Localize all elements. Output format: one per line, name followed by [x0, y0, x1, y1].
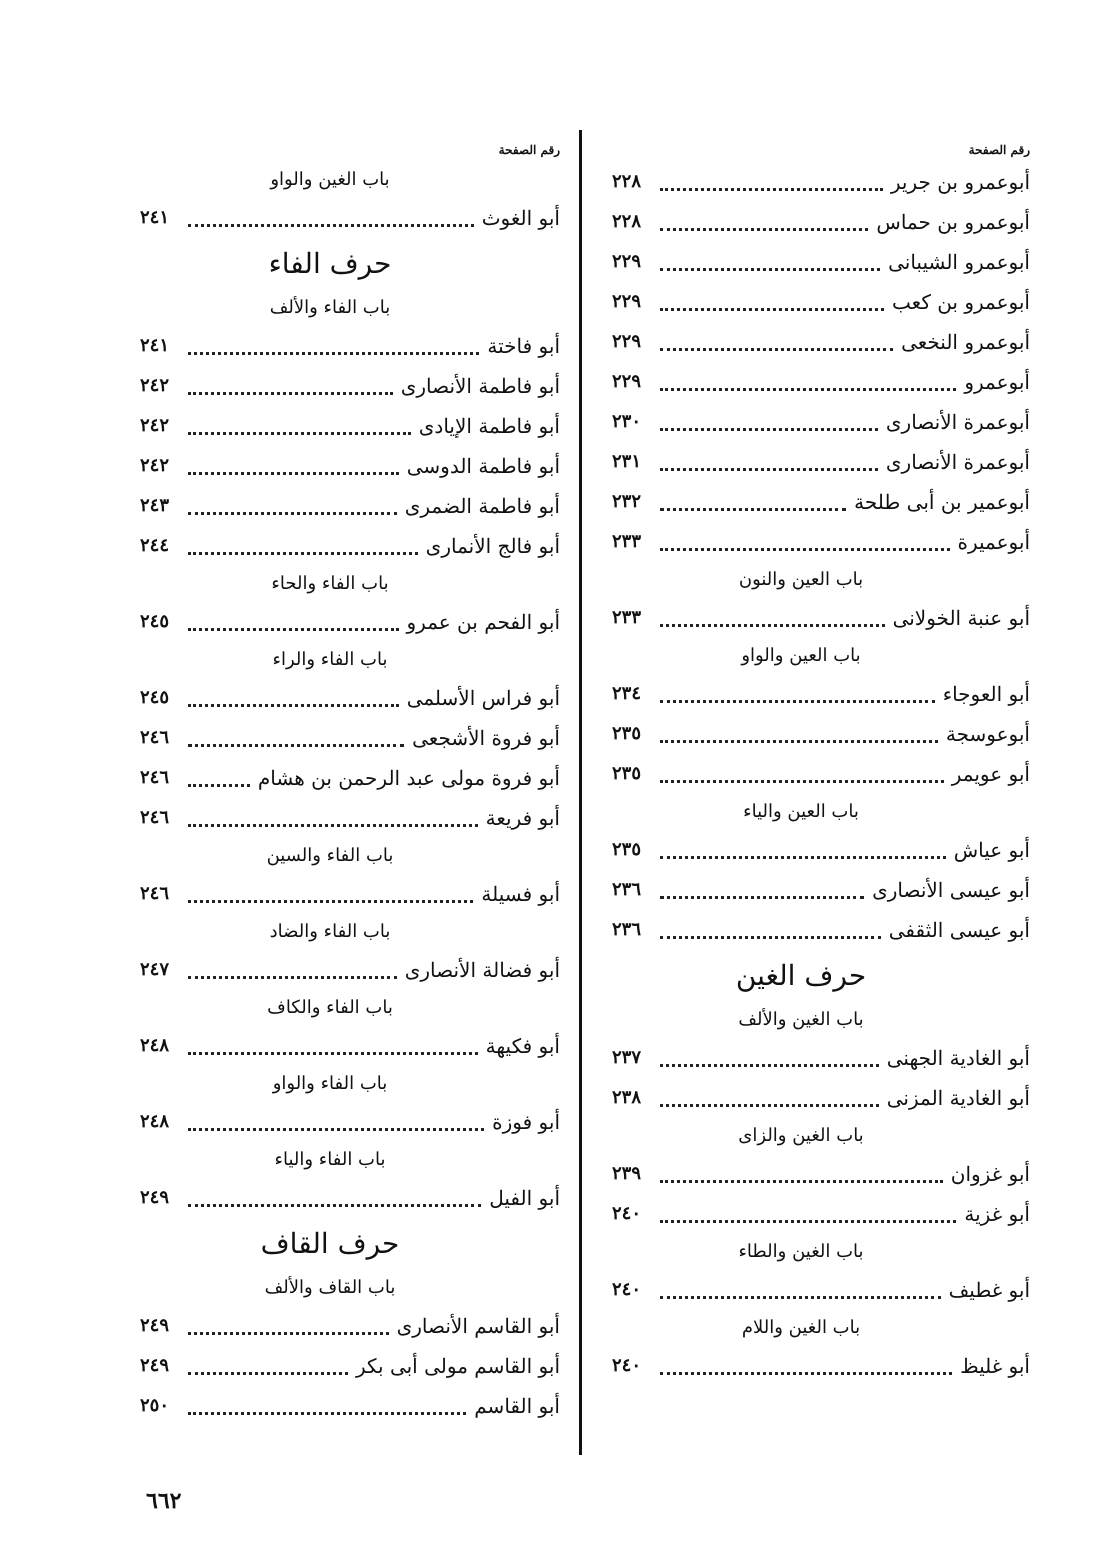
leader-dots	[660, 266, 880, 271]
entry-page-number: ٢٤٢	[140, 375, 170, 396]
leader-dots	[660, 934, 881, 939]
index-entry	[612, 1346, 1030, 1386]
section-heading: باب الفاء والواو	[272, 1073, 388, 1094]
leader-dots	[660, 1178, 943, 1183]
leader-dots	[188, 974, 397, 979]
entry-name: أبوعميرة	[957, 530, 1030, 554]
leader-dots	[660, 854, 946, 859]
entry-name: أبو فاطمة الأنصارى	[400, 374, 560, 398]
page-number: ٦٦٢	[146, 1488, 182, 1514]
leader-dots	[188, 1330, 389, 1335]
index-entry	[140, 1306, 560, 1346]
entry-name: أبو فضالة الأنصارى	[404, 958, 560, 982]
entry-page-number: ٢٤٦	[140, 767, 170, 788]
entry-name: أبو الغوث	[481, 206, 560, 230]
column-divider	[579, 130, 582, 1455]
entry-page-number: ٢٣٨	[612, 1087, 642, 1108]
entry-page-number: ٢٤٦	[140, 807, 170, 828]
entry-name: أبوعمرو النخعى	[901, 330, 1030, 354]
entry-name: أبو القاسم الأنصارى	[396, 1314, 560, 1338]
leader-dots	[660, 506, 846, 511]
index-entry	[140, 758, 560, 798]
entry-page-number: ٢٤٣	[140, 495, 170, 516]
index-entry	[140, 1178, 560, 1218]
index-entry	[612, 1194, 1030, 1234]
leader-dots	[660, 466, 878, 471]
index-list	[140, 162, 560, 1426]
entry-name: أبو فوزة	[492, 1110, 560, 1134]
entry-name: أبو القاسم	[474, 1394, 560, 1418]
index-entry	[612, 162, 1030, 202]
entry-name: أبو فاطمة الدوسى	[406, 454, 560, 478]
entry-page-number: ٢٤١	[140, 335, 170, 356]
column-header: رقم الصفحة	[968, 143, 1030, 157]
leader-dots	[188, 510, 397, 515]
entry-name: أبو غطيف	[948, 1278, 1030, 1302]
letter-heading: حرف الفاء	[268, 247, 392, 280]
index-entry	[612, 910, 1030, 950]
section-heading: باب الفاء والكاف	[267, 997, 393, 1018]
index-entry	[140, 798, 560, 838]
index-entry	[612, 598, 1030, 638]
entry-page-number: ٢٣٢	[612, 491, 642, 512]
leader-dots	[660, 622, 885, 627]
section-heading: باب الغين واللام	[741, 1317, 861, 1338]
entry-page-number: ٢٣٣	[612, 531, 642, 552]
index-entry	[612, 362, 1030, 402]
entry-name: أبوعمرو بن جرير	[890, 170, 1030, 194]
entry-page-number: ٢٤١	[140, 207, 170, 228]
section-heading: باب العين والياء	[743, 801, 859, 822]
left-column	[140, 138, 560, 1426]
entry-name: أبوعمرة الأنصارى	[885, 410, 1030, 434]
index-entry	[140, 874, 560, 914]
section-heading: باب الفاء والضاد	[269, 921, 391, 942]
entry-name: أبو غزية	[964, 1202, 1030, 1226]
entry-name: أبو فكيهة	[485, 1034, 560, 1058]
entry-page-number: ٢٤٧	[140, 959, 170, 980]
index-entry	[140, 1386, 560, 1426]
entry-page-number: ٢٣٣	[612, 607, 642, 628]
leader-dots	[188, 898, 473, 903]
entry-page-number: ٢٢٩	[612, 371, 642, 392]
leader-dots	[660, 1370, 952, 1375]
entry-page-number: ٢٣٧	[612, 1047, 642, 1068]
entry-page-number: ٢٤٦	[140, 883, 170, 904]
section-heading: باب الفاء والراء	[272, 649, 388, 670]
entry-page-number: ٢٤٨	[140, 1035, 170, 1056]
index-entry	[140, 406, 560, 446]
entry-page-number: ٢٣٩	[612, 1163, 642, 1184]
section-heading: باب الغين والألف	[738, 1009, 864, 1030]
entry-page-number: ٢٣٦	[612, 919, 642, 940]
index-entry	[140, 718, 560, 758]
entry-page-number: ٢٤٥	[140, 611, 170, 632]
leader-dots	[660, 1218, 956, 1223]
index-entry	[612, 282, 1030, 322]
entry-name: أبو عياش	[953, 838, 1030, 862]
entry-page-number: ٢٤٢	[140, 455, 170, 476]
leader-dots	[188, 550, 418, 555]
index-entry	[612, 482, 1030, 522]
entry-page-number: ٢٣٥	[612, 723, 642, 744]
leader-dots	[188, 742, 404, 747]
index-entry	[612, 1154, 1030, 1194]
entry-page-number: ٢٤٨	[140, 1111, 170, 1132]
index-list	[612, 162, 1030, 1386]
entry-name: أبوعمرو بن كعب	[892, 290, 1030, 314]
entry-name: أبو الفحم بن عمرو	[406, 610, 560, 634]
leader-dots	[660, 346, 893, 351]
leader-dots	[660, 426, 878, 431]
entry-page-number: ٢٣٠	[612, 411, 642, 432]
leader-dots	[660, 778, 944, 783]
index-entry	[140, 1346, 560, 1386]
letter-heading: حرف الغين	[735, 959, 867, 992]
entry-name: أبو عويمر	[951, 762, 1030, 786]
entry-page-number: ٢٢٨	[612, 171, 642, 192]
index-entry	[140, 678, 560, 718]
section-heading: باب الفاء والياء	[274, 1149, 386, 1170]
section-heading: باب الفاء والحاء	[271, 573, 389, 594]
index-entry	[612, 714, 1030, 754]
index-entry	[612, 1078, 1030, 1118]
entry-page-number: ٢٢٩	[612, 331, 642, 352]
entry-name: أبو القاسم مولى أبى بكر	[355, 1354, 560, 1378]
entry-page-number: ٢٣٤	[612, 683, 642, 704]
entry-name: أبوعمرو بن حماس	[876, 210, 1030, 234]
leader-dots	[660, 738, 938, 743]
entry-page-number: ٢٤٠	[612, 1355, 642, 1376]
leader-dots	[660, 546, 950, 551]
index-entry	[612, 242, 1030, 282]
entry-name: أبوعمير بن أبى طلحة	[854, 490, 1030, 514]
index-entry	[612, 1270, 1030, 1310]
section-heading: باب الفاء والألف	[269, 297, 391, 318]
entry-name: أبو فراس الأسلمى	[406, 686, 560, 710]
entry-page-number: ٢٤٤	[140, 535, 170, 556]
entry-page-number: ٢٣٥	[612, 839, 642, 860]
leader-dots	[188, 1202, 481, 1207]
index-entry	[612, 442, 1030, 482]
index-entry	[612, 870, 1030, 910]
entry-name: أبو فسيلة	[481, 882, 560, 906]
right-column	[612, 138, 1030, 1386]
index-entry	[140, 1026, 560, 1066]
entry-page-number: ٢٥٠	[140, 1395, 170, 1416]
entry-page-number: ٢٤٢	[140, 415, 170, 436]
leader-dots	[660, 186, 883, 191]
entry-page-number: ٢٤٠	[612, 1279, 642, 1300]
entry-page-number: ٢٢٩	[612, 251, 642, 272]
leader-dots	[660, 306, 884, 311]
section-heading: باب الفاء والسين	[266, 845, 394, 866]
entry-name: أبوعمرو الشيبانى	[888, 250, 1030, 274]
entry-name: أبو فالج الأنمارى	[425, 534, 560, 558]
entry-page-number: ٢٣٥	[612, 763, 642, 784]
leader-dots	[188, 430, 411, 435]
leader-dots	[188, 1410, 466, 1415]
leader-dots	[660, 226, 868, 231]
leader-dots	[660, 894, 864, 899]
entry-name: أبو عنبة الخولانى	[892, 606, 1030, 630]
index-entry	[140, 950, 560, 990]
section-heading: باب القاف والألف	[264, 1277, 396, 1298]
entry-page-number: ٢٤٠	[612, 1203, 642, 1224]
leader-dots	[188, 822, 478, 827]
entry-name: أبو فاختة	[487, 334, 560, 358]
index-entry	[612, 754, 1030, 794]
entry-name: أبو فاطمة الإيادى	[418, 414, 560, 438]
index-entry	[140, 486, 560, 526]
index-entry	[612, 402, 1030, 442]
entry-name: أبو الغادية المزنى	[886, 1086, 1030, 1110]
entry-name: أبو فاطمة الضمرى	[404, 494, 560, 518]
entry-name: أبو فروة الأشجعى	[412, 726, 560, 750]
index-entry	[612, 830, 1030, 870]
leader-dots	[188, 782, 250, 787]
entry-page-number: ٢٤٩	[140, 1355, 170, 1376]
entry-page-number: ٢٣١	[612, 451, 642, 472]
index-entry	[140, 602, 560, 642]
leader-dots	[188, 1126, 484, 1131]
column-header: رقم الصفحة	[498, 143, 560, 157]
entry-name: أبو الفيل	[489, 1186, 560, 1210]
entry-name: أبو الغادية الجهنى	[886, 1046, 1030, 1070]
index-entry	[140, 198, 560, 238]
index-entry	[612, 322, 1030, 362]
leader-dots	[660, 698, 935, 703]
leader-dots	[188, 222, 474, 227]
index-entry	[612, 522, 1030, 562]
leader-dots	[660, 1062, 879, 1067]
index-entry	[140, 446, 560, 486]
leader-dots	[660, 1102, 879, 1107]
index-entry	[140, 366, 560, 406]
leader-dots	[188, 702, 399, 707]
entry-page-number: ٢٤٩	[140, 1187, 170, 1208]
leader-dots	[660, 1294, 941, 1299]
leader-dots	[188, 1370, 348, 1375]
index-entry	[140, 326, 560, 366]
index-entry	[612, 674, 1030, 714]
leader-dots	[188, 350, 479, 355]
entry-page-number: ٢٤٦	[140, 727, 170, 748]
entry-page-number: ٢٣٦	[612, 879, 642, 900]
index-entry	[612, 1038, 1030, 1078]
index-entry	[612, 202, 1030, 242]
entry-name: أبوعمرو	[964, 370, 1030, 394]
entry-page-number: ٢٤٩	[140, 1315, 170, 1336]
entry-page-number: ٢٤٥	[140, 687, 170, 708]
entry-name: أبو غزوان	[950, 1162, 1030, 1186]
letter-heading: حرف القاف	[260, 1227, 400, 1260]
leader-dots	[188, 470, 399, 475]
leader-dots	[660, 386, 956, 391]
leader-dots	[188, 626, 399, 631]
leader-dots	[188, 390, 393, 395]
entry-page-number: ٢٢٩	[612, 291, 642, 312]
section-heading: باب الغين والطاء	[738, 1241, 864, 1262]
entry-name: أبو غليظ	[960, 1354, 1030, 1378]
section-heading: باب العين والواو	[741, 645, 861, 666]
section-heading: باب العين والنون	[738, 569, 864, 590]
section-heading: باب الغين والواو	[270, 169, 390, 190]
entry-name: أبو فروة مولى عبد الرحمن بن هشام	[257, 766, 560, 790]
section-heading: باب الغين والزاى	[738, 1125, 864, 1146]
leader-dots	[188, 1050, 478, 1055]
index-entry	[140, 526, 560, 566]
entry-name: أبو فريعة	[485, 806, 560, 830]
entry-name: أبوعمرة الأنصارى	[885, 450, 1030, 474]
entry-name: أبو عيسى الثقفى	[888, 918, 1030, 942]
entry-page-number: ٢٢٨	[612, 211, 642, 232]
entry-name: أبو العوجاء	[942, 682, 1030, 706]
index-entry	[140, 1102, 560, 1142]
entry-name: أبو عيسى الأنصارى	[872, 878, 1030, 902]
entry-name: أبوعوسجة	[945, 722, 1030, 746]
